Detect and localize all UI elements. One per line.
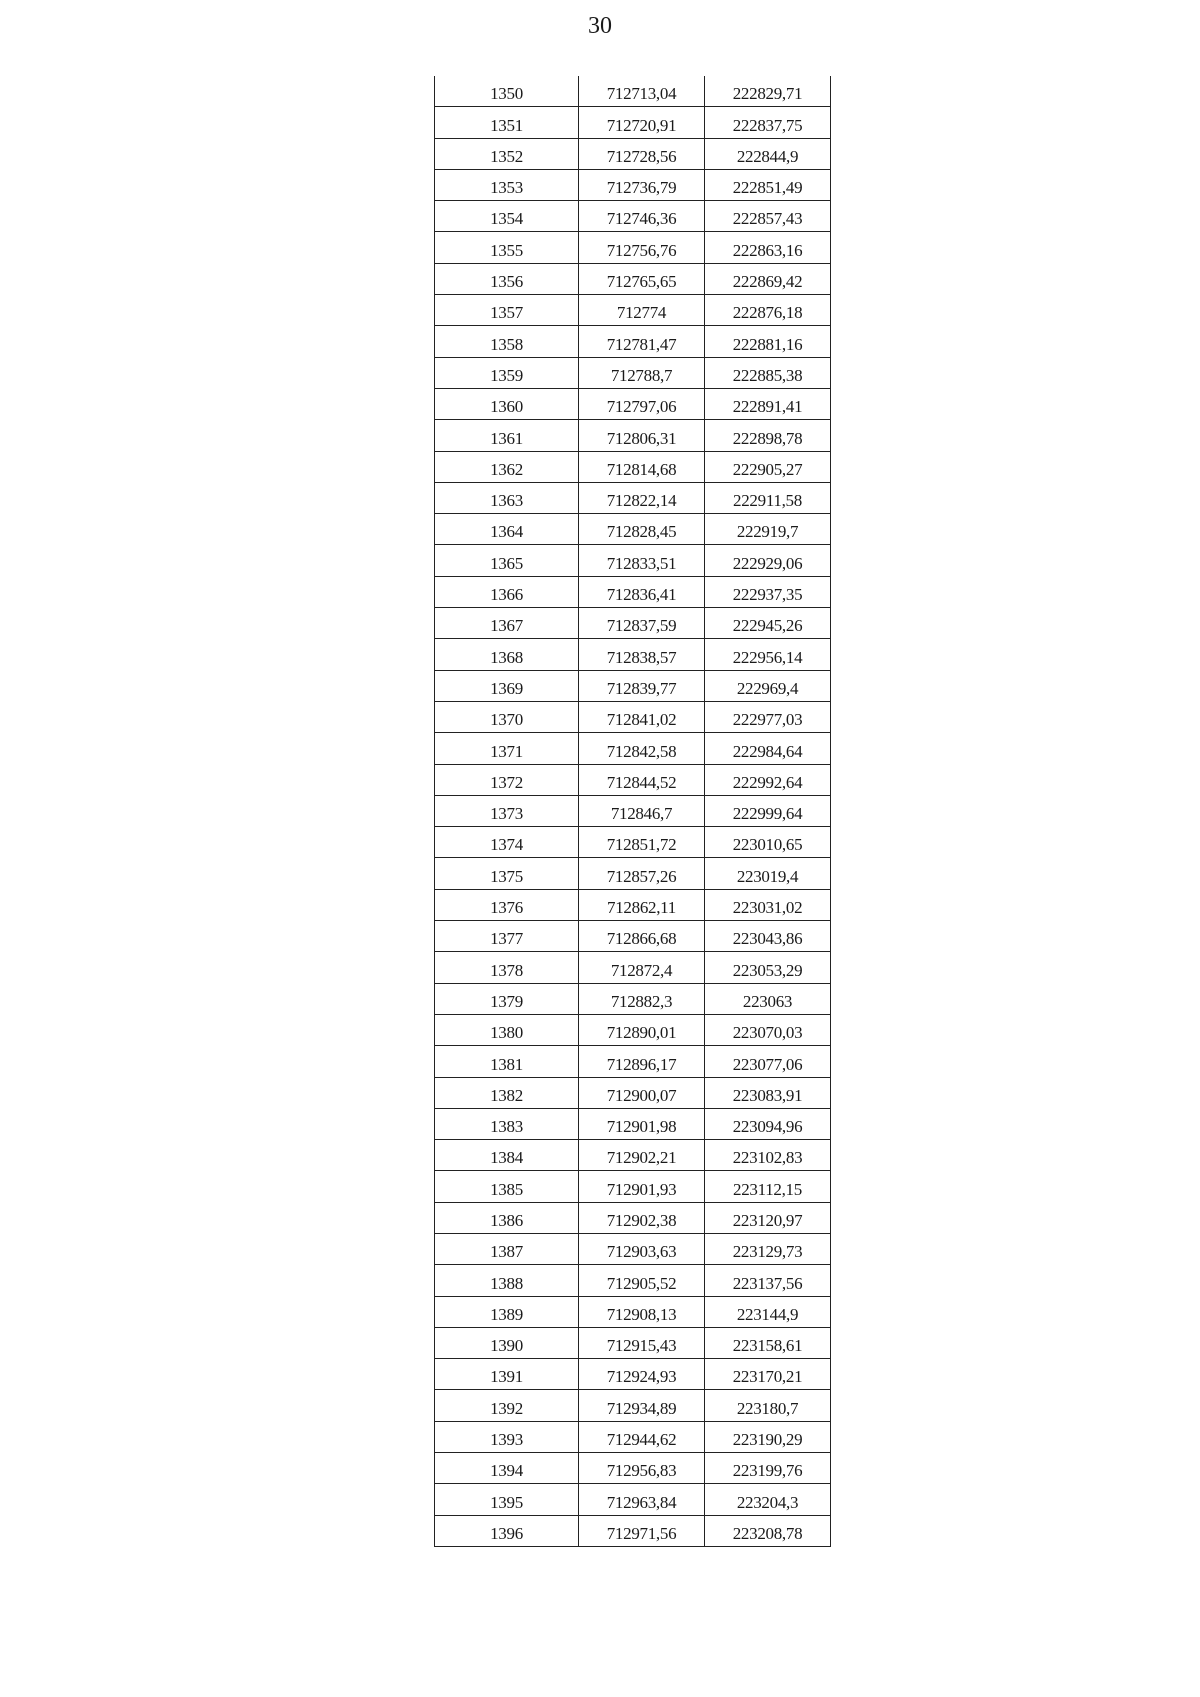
table-row xyxy=(435,1359,831,1390)
point-number-cell: 1380 xyxy=(435,1014,579,1045)
x-coordinate-cell: 712842,58 xyxy=(579,733,705,764)
point-number-cell: 1354 xyxy=(435,201,579,232)
point-number-cell: 1378 xyxy=(435,952,579,983)
y-coordinate-cell: 223102,83 xyxy=(705,1140,831,1171)
point-number-cell: 1389 xyxy=(435,1296,579,1327)
table-row xyxy=(435,701,831,732)
point-number-cell: 1377 xyxy=(435,921,579,952)
x-coordinate-cell: 712872,4 xyxy=(579,952,705,983)
point-number-cell: 1387 xyxy=(435,1233,579,1264)
y-coordinate-cell: 222898,78 xyxy=(705,420,831,451)
point-number-cell: 1384 xyxy=(435,1140,579,1171)
point-number-cell: 1359 xyxy=(435,357,579,388)
y-coordinate-cell: 223190,29 xyxy=(705,1421,831,1452)
point-number-cell: 1382 xyxy=(435,1077,579,1108)
y-coordinate-cell: 223070,03 xyxy=(705,1014,831,1045)
x-coordinate-cell: 712903,63 xyxy=(579,1233,705,1264)
y-coordinate-cell: 222999,64 xyxy=(705,795,831,826)
table-row xyxy=(435,889,831,920)
point-number-cell: 1356 xyxy=(435,263,579,294)
y-coordinate-cell: 222863,16 xyxy=(705,232,831,263)
point-number-cell: 1373 xyxy=(435,795,579,826)
y-coordinate-cell: 223180,7 xyxy=(705,1390,831,1421)
point-number-cell: 1367 xyxy=(435,608,579,639)
table-row xyxy=(435,545,831,576)
y-coordinate-cell: 222844,9 xyxy=(705,138,831,169)
x-coordinate-cell: 712902,38 xyxy=(579,1202,705,1233)
x-coordinate-cell: 712851,72 xyxy=(579,827,705,858)
table-row xyxy=(435,1077,831,1108)
x-coordinate-cell: 712956,83 xyxy=(579,1453,705,1484)
y-coordinate-cell: 223170,21 xyxy=(705,1359,831,1390)
y-coordinate-cell: 223137,56 xyxy=(705,1265,831,1296)
x-coordinate-cell: 712838,57 xyxy=(579,639,705,670)
point-number-cell: 1370 xyxy=(435,701,579,732)
x-coordinate-cell: 712781,47 xyxy=(579,326,705,357)
point-number-cell: 1390 xyxy=(435,1327,579,1358)
table-row xyxy=(435,76,831,107)
point-number-cell: 1355 xyxy=(435,232,579,263)
table-row xyxy=(435,1296,831,1327)
x-coordinate-cell: 712822,14 xyxy=(579,482,705,513)
point-number-cell: 1394 xyxy=(435,1453,579,1484)
table-row xyxy=(435,295,831,326)
point-number-cell: 1386 xyxy=(435,1202,579,1233)
y-coordinate-cell: 223077,06 xyxy=(705,1046,831,1077)
table-row xyxy=(435,169,831,200)
x-coordinate-cell: 712844,52 xyxy=(579,764,705,795)
y-coordinate-cell: 223019,4 xyxy=(705,858,831,889)
x-coordinate-cell: 712797,06 xyxy=(579,388,705,419)
point-number-cell: 1392 xyxy=(435,1390,579,1421)
point-number-cell: 1358 xyxy=(435,326,579,357)
y-coordinate-cell: 223120,97 xyxy=(705,1202,831,1233)
table-row xyxy=(435,1233,831,1264)
x-coordinate-cell: 712971,56 xyxy=(579,1515,705,1546)
table-row xyxy=(435,1453,831,1484)
point-number-cell: 1385 xyxy=(435,1171,579,1202)
y-coordinate-cell: 222851,49 xyxy=(705,169,831,200)
x-coordinate-cell: 712713,04 xyxy=(579,76,705,107)
x-coordinate-cell: 712774 xyxy=(579,295,705,326)
x-coordinate-cell: 712963,84 xyxy=(579,1484,705,1515)
x-coordinate-cell: 712908,13 xyxy=(579,1296,705,1327)
y-coordinate-cell: 223129,73 xyxy=(705,1233,831,1264)
table-row xyxy=(435,326,831,357)
y-coordinate-cell: 222881,16 xyxy=(705,326,831,357)
table-row xyxy=(435,983,831,1014)
coordinates-table xyxy=(434,76,831,1547)
table-row xyxy=(435,451,831,482)
point-number-cell: 1396 xyxy=(435,1515,579,1546)
point-number-cell: 1363 xyxy=(435,482,579,513)
point-number-cell: 1368 xyxy=(435,639,579,670)
y-coordinate-cell: 223010,65 xyxy=(705,827,831,858)
y-coordinate-cell: 223204,3 xyxy=(705,1484,831,1515)
y-coordinate-cell: 223083,91 xyxy=(705,1077,831,1108)
table-row xyxy=(435,1171,831,1202)
table-row xyxy=(435,482,831,513)
x-coordinate-cell: 712839,77 xyxy=(579,670,705,701)
point-number-cell: 1364 xyxy=(435,514,579,545)
table-row xyxy=(435,138,831,169)
table-row xyxy=(435,733,831,764)
x-coordinate-cell: 712756,76 xyxy=(579,232,705,263)
y-coordinate-cell: 222829,71 xyxy=(705,76,831,107)
y-coordinate-cell: 222969,4 xyxy=(705,670,831,701)
y-coordinate-cell: 222876,18 xyxy=(705,295,831,326)
y-coordinate-cell: 222869,42 xyxy=(705,263,831,294)
y-coordinate-cell: 222984,64 xyxy=(705,733,831,764)
x-coordinate-cell: 712902,21 xyxy=(579,1140,705,1171)
table-row xyxy=(435,795,831,826)
x-coordinate-cell: 712814,68 xyxy=(579,451,705,482)
point-number-cell: 1388 xyxy=(435,1265,579,1296)
x-coordinate-cell: 712828,45 xyxy=(579,514,705,545)
y-coordinate-cell: 223199,76 xyxy=(705,1453,831,1484)
point-number-cell: 1376 xyxy=(435,889,579,920)
table-row xyxy=(435,1140,831,1171)
x-coordinate-cell: 712720,91 xyxy=(579,107,705,138)
y-coordinate-cell: 223063 xyxy=(705,983,831,1014)
point-number-cell: 1352 xyxy=(435,138,579,169)
point-number-cell: 1362 xyxy=(435,451,579,482)
x-coordinate-cell: 712944,62 xyxy=(579,1421,705,1452)
x-coordinate-cell: 712924,93 xyxy=(579,1359,705,1390)
table-row xyxy=(435,514,831,545)
point-number-cell: 1357 xyxy=(435,295,579,326)
coordinates-table-body xyxy=(435,76,831,1546)
y-coordinate-cell: 222885,38 xyxy=(705,357,831,388)
table-row xyxy=(435,670,831,701)
x-coordinate-cell: 712806,31 xyxy=(579,420,705,451)
table-row xyxy=(435,388,831,419)
table-row xyxy=(435,1515,831,1546)
point-number-cell: 1351 xyxy=(435,107,579,138)
point-number-cell: 1353 xyxy=(435,169,579,200)
table-row xyxy=(435,1484,831,1515)
table-row xyxy=(435,608,831,639)
point-number-cell: 1381 xyxy=(435,1046,579,1077)
point-number-cell: 1393 xyxy=(435,1421,579,1452)
x-coordinate-cell: 712862,11 xyxy=(579,889,705,920)
x-coordinate-cell: 712736,79 xyxy=(579,169,705,200)
point-number-cell: 1383 xyxy=(435,1108,579,1139)
table-row xyxy=(435,420,831,451)
point-number-cell: 1369 xyxy=(435,670,579,701)
table-row xyxy=(435,1390,831,1421)
x-coordinate-cell: 712900,07 xyxy=(579,1077,705,1108)
y-coordinate-cell: 222905,27 xyxy=(705,451,831,482)
x-coordinate-cell: 712915,43 xyxy=(579,1327,705,1358)
y-coordinate-cell: 223158,61 xyxy=(705,1327,831,1358)
table-row xyxy=(435,1327,831,1358)
table-row xyxy=(435,1046,831,1077)
x-coordinate-cell: 712866,68 xyxy=(579,921,705,952)
point-number-cell: 1391 xyxy=(435,1359,579,1390)
point-number-cell: 1379 xyxy=(435,983,579,1014)
y-coordinate-cell: 222891,41 xyxy=(705,388,831,419)
point-number-cell: 1350 xyxy=(435,76,579,107)
table-row xyxy=(435,1108,831,1139)
x-coordinate-cell: 712882,3 xyxy=(579,983,705,1014)
y-coordinate-cell: 222837,75 xyxy=(705,107,831,138)
point-number-cell: 1361 xyxy=(435,420,579,451)
y-coordinate-cell: 222919,7 xyxy=(705,514,831,545)
table-row xyxy=(435,1202,831,1233)
x-coordinate-cell: 712890,01 xyxy=(579,1014,705,1045)
x-coordinate-cell: 712788,7 xyxy=(579,357,705,388)
table-row xyxy=(435,764,831,795)
x-coordinate-cell: 712728,56 xyxy=(579,138,705,169)
table-row xyxy=(435,1265,831,1296)
y-coordinate-cell: 222911,58 xyxy=(705,482,831,513)
table-row xyxy=(435,576,831,607)
table-row xyxy=(435,921,831,952)
y-coordinate-cell: 223112,15 xyxy=(705,1171,831,1202)
table-row xyxy=(435,952,831,983)
y-coordinate-cell: 222956,14 xyxy=(705,639,831,670)
table-row xyxy=(435,1421,831,1452)
x-coordinate-cell: 712934,89 xyxy=(579,1390,705,1421)
x-coordinate-cell: 712905,52 xyxy=(579,1265,705,1296)
y-coordinate-cell: 222945,26 xyxy=(705,608,831,639)
table-row xyxy=(435,639,831,670)
y-coordinate-cell: 223053,29 xyxy=(705,952,831,983)
y-coordinate-cell: 223031,02 xyxy=(705,889,831,920)
table-row xyxy=(435,1014,831,1045)
x-coordinate-cell: 712841,02 xyxy=(579,701,705,732)
point-number-cell: 1366 xyxy=(435,576,579,607)
y-coordinate-cell: 222929,06 xyxy=(705,545,831,576)
table-row xyxy=(435,107,831,138)
table-row xyxy=(435,201,831,232)
table-row xyxy=(435,827,831,858)
y-coordinate-cell: 222992,64 xyxy=(705,764,831,795)
x-coordinate-cell: 712746,36 xyxy=(579,201,705,232)
y-coordinate-cell: 223043,86 xyxy=(705,921,831,952)
point-number-cell: 1365 xyxy=(435,545,579,576)
x-coordinate-cell: 712857,26 xyxy=(579,858,705,889)
y-coordinate-cell: 223208,78 xyxy=(705,1515,831,1546)
table-row xyxy=(435,858,831,889)
table-row xyxy=(435,263,831,294)
y-coordinate-cell: 222857,43 xyxy=(705,201,831,232)
table-row xyxy=(435,232,831,263)
y-coordinate-cell: 223094,96 xyxy=(705,1108,831,1139)
x-coordinate-cell: 712896,17 xyxy=(579,1046,705,1077)
y-coordinate-cell: 222977,03 xyxy=(705,701,831,732)
point-number-cell: 1372 xyxy=(435,764,579,795)
x-coordinate-cell: 712901,98 xyxy=(579,1108,705,1139)
x-coordinate-cell: 712846,7 xyxy=(579,795,705,826)
point-number-cell: 1374 xyxy=(435,827,579,858)
point-number-cell: 1371 xyxy=(435,733,579,764)
point-number-cell: 1360 xyxy=(435,388,579,419)
x-coordinate-cell: 712901,93 xyxy=(579,1171,705,1202)
table-row xyxy=(435,357,831,388)
point-number-cell: 1395 xyxy=(435,1484,579,1515)
x-coordinate-cell: 712836,41 xyxy=(579,576,705,607)
y-coordinate-cell: 222937,35 xyxy=(705,576,831,607)
y-coordinate-cell: 223144,9 xyxy=(705,1296,831,1327)
x-coordinate-cell: 712765,65 xyxy=(579,263,705,294)
x-coordinate-cell: 712833,51 xyxy=(579,545,705,576)
point-number-cell: 1375 xyxy=(435,858,579,889)
page-number: 30 xyxy=(588,13,612,39)
x-coordinate-cell: 712837,59 xyxy=(579,608,705,639)
